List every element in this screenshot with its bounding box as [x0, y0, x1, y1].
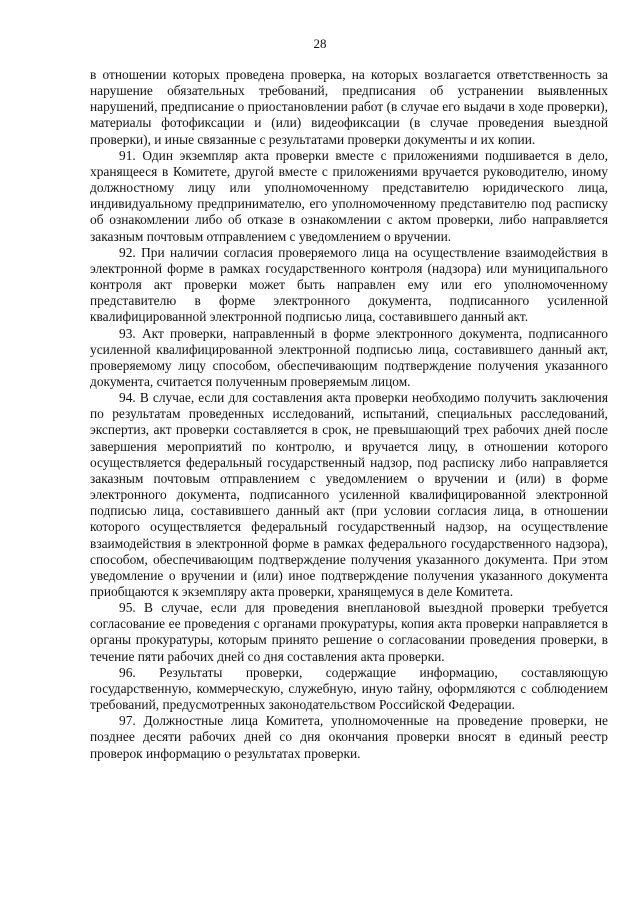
paragraph-97: 97. Должностные лица Комитета, уполномоченные на проведение проверки, не позднее десяти рабочих дней со дня окончания проверки вносят в единый реестр проверок информацию о результатах проверки. — [90, 713, 608, 761]
paragraph-96: 96. Результаты проверки, содержащие информацию, составляющую государственную, коммерческую, служебную, иную тайну, оформляются с соблюдением требований, предусмотренных законодательством Российской Федерации. — [90, 664, 608, 713]
paragraph-95: 95. В случае, если для проведения внеплановой выездной проверки требуется согласование ее проведения с органами прокуратуры, копия акта проверки направляется в органы прокуратуры, которым принято решение о согласовании проведения проверки, в течение пяти рабочих дней со дня составления акта проверки. — [90, 600, 608, 664]
paragraph-91: 91. Один экземпляр акта проверки вместе с приложениями подшивается в дело, хранящееся в Комитете, другой вместе с приложениями вручается руководителю, иному должностному лицу или уполномоченному представителю юридического лица, индивидуальному предпринимателю, его уполномоченному представителю под расписку об ознакомлении либо об отказе в ознакомлении с актом проверки, либо направляется заказным почтовым отправлением с уведомлением о вручении. — [90, 147, 608, 244]
paragraph-92: 92. При наличии согласия проверяемого лица на осуществление взаимодействия в электронной форме в рамках государственного контроля (надзора) или муниципального контроля акт проверки может быть направлен ему или его уполномоченному представителю в форме электронного документа, подписанного усиленной квалифицированной электронной подписью лица, составившего данный акт. — [90, 244, 608, 325]
document-body — [90, 67, 608, 762]
paragraph-94: 94. В случае, если для составления акта проверки необходимо получить заключения по результатам проведенных исследований, испытаний, специальных расследований, экспертиз, акт проверки составляется в срок, не превышающий трех рабочих дней после завершения мероприятий по контролю, и вручается лицу, в отношении которого осуществляется федеральный государственный надзор, под расписку либо направляется заказным почтовым отправлением с уведомлением о вручении и (или) в форме электронного документа, подписанного усиленной квалифицированной электронной подписью лица, составившего данный акт (при условии согласия лица, в отношении которого осуществляется федеральный государственный надзор, на осуществление взаимодействия в электронной форме в рамках федерального государственного надзора), способом, обеспечивающим подтверждение получения указанного документа. При этом уведомление о вручении и (или) иное подтверждение получения указанного документа приобщаются к экземпляру акта проверки, хранящемуся в деле Комитета. — [90, 390, 608, 599]
paragraph-93: 93. Акт проверки, направленный в форме электронного документа, подписанного усиленной квалифицированной электронной подписью лица, составившего данный акт, проверяемому лицу способом, обеспечивающим подтверждение получения указанного документа, считается полученным проверяемым лицом. — [90, 325, 608, 389]
paragraph-continuation: в отношении которых проведена проверка, на которых возлагается ответственность за нарушение обязательных требований, предписания об устранении выявленных нарушений, предписание о приостановлении работ (в случае его выдачи в ходе проверки), материалы фотофиксации и (или) видеофиксации (в случае проведения выездной проверки), и иные связанные с результатами проверки документы и их копии. — [90, 67, 608, 147]
page-number: 28 — [313, 36, 327, 51]
